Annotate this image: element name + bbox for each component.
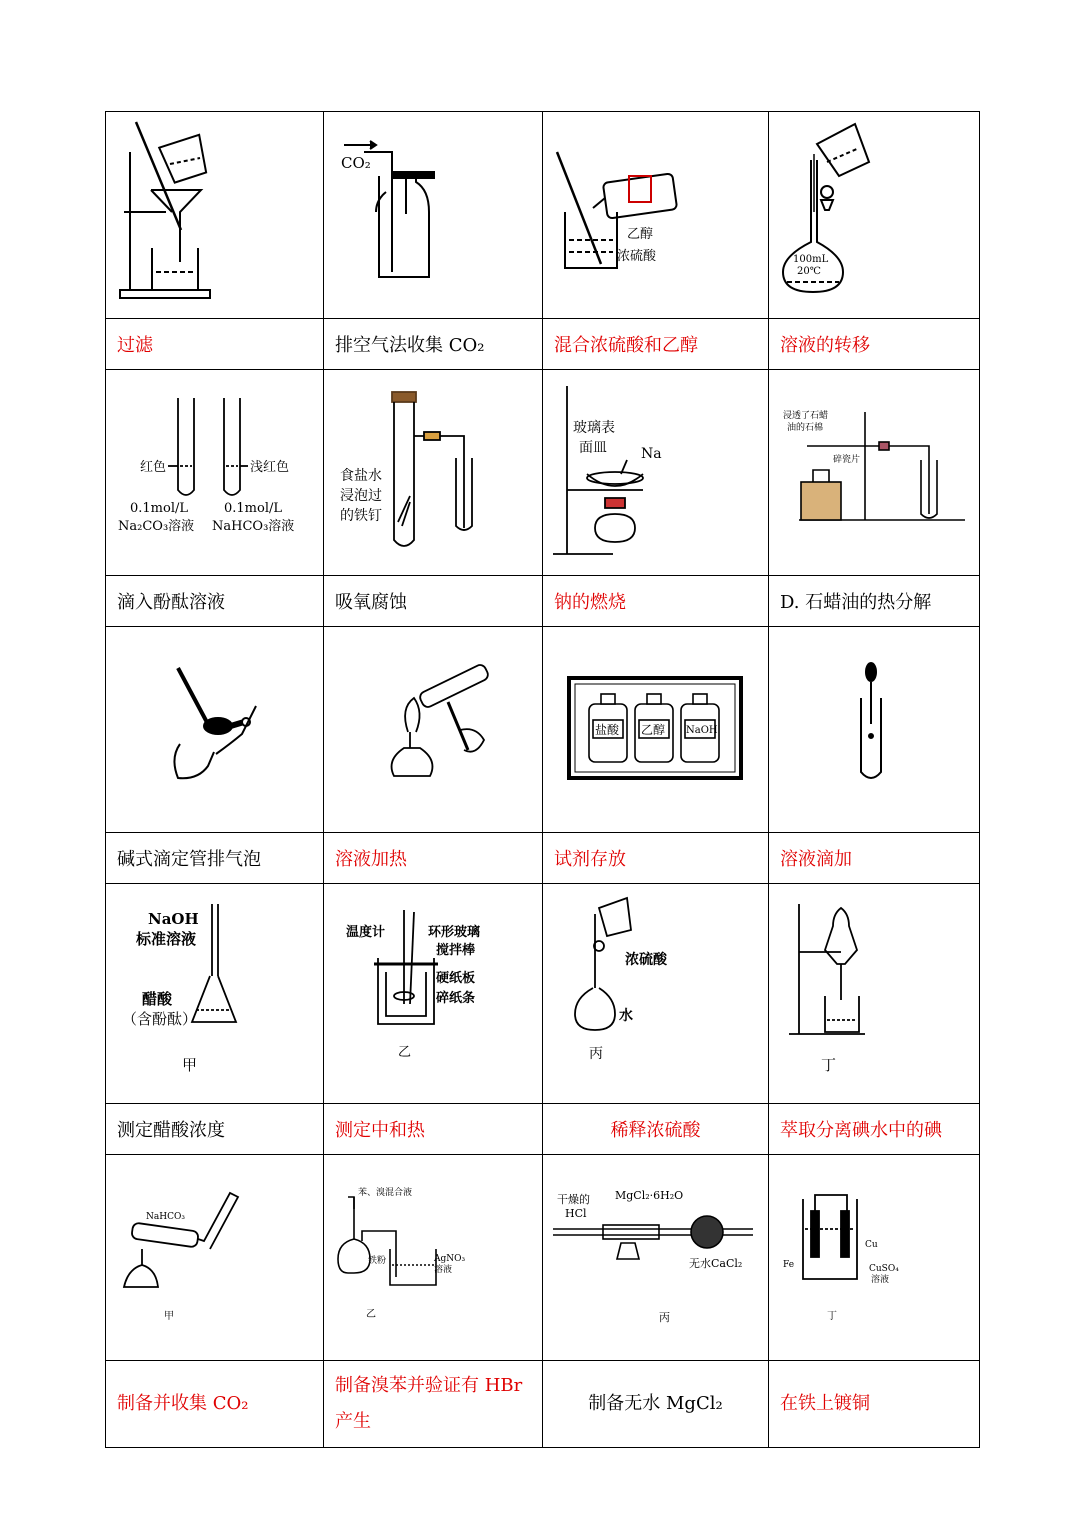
caption-extraction: 萃取分离碘水中的碘 — [769, 1104, 980, 1155]
yi-label-2: 乙 — [366, 1308, 376, 1320]
ding-label: 丁 — [821, 1056, 837, 1074]
caption-bromobenzene: 制备溴苯并验证有 HBr 产生 — [324, 1361, 543, 1448]
mgcl2-hydrate-label: MgCl₂·6H₂O — [615, 1188, 684, 1202]
bing-label-2: 丙 — [659, 1310, 670, 1324]
bing-label: 丙 — [589, 1046, 603, 1062]
oxygen-corrosion-diagram — [324, 370, 543, 576]
salt-water-label-2: 浸泡过 — [340, 488, 382, 504]
paraffin-cracking-diagram — [769, 370, 980, 576]
caption-filtration: 过滤 — [106, 319, 324, 370]
yi-label: 乙 — [398, 1045, 412, 1060]
conc-acid-label: 浓硫酸 — [617, 249, 657, 264]
filtration-diagram — [106, 112, 324, 319]
caption-oxygen-corrosion: 吸氧腐蚀 — [324, 576, 543, 627]
dropping-diagram — [769, 627, 980, 833]
solution-heating-diagram — [324, 627, 543, 833]
iron-powder-label: 铁粉 — [368, 1255, 387, 1266]
jia-label: 甲 — [182, 1056, 198, 1074]
co2-prep-diagram — [106, 1155, 324, 1361]
na2co3-label: Na₂CO₃溶液 — [118, 519, 195, 534]
conc2-label: 0.1mol/L — [224, 501, 282, 516]
flask-volume-label: 100mL — [793, 254, 829, 265]
titration-diagram — [106, 884, 324, 1104]
cuso4-label-1: CuSO₄ — [869, 1263, 899, 1274]
ring-stirrer-label-2: 搅拌棒 — [436, 943, 476, 958]
caption-storage: 试剂存放 — [543, 833, 769, 884]
jia-label-2: 甲 — [164, 1310, 174, 1322]
fe-label: Fe — [783, 1259, 795, 1270]
acetic-label-2: （含酚酞） — [122, 1010, 198, 1028]
naoh-std-label-1: NaOH — [148, 910, 199, 928]
caption-neutralization: 测定中和热 — [324, 1104, 543, 1155]
agno3-label-2: 溶液 — [434, 1264, 453, 1275]
mixing-acid-diagram — [543, 112, 769, 319]
ding-label-2: 丁 — [827, 1310, 837, 1322]
dry-hcl-label-2: HCl — [565, 1206, 587, 1220]
acetic-label-1: 醋酸 — [142, 990, 173, 1008]
caption-mgcl2: 制备无水 MgCl₂ — [543, 1361, 769, 1448]
caption-acetic: 测定醋酸浓度 — [106, 1104, 324, 1155]
red-label: 红色 — [140, 460, 167, 475]
salt-water-label-3: 的铁钉 — [340, 508, 382, 524]
caption-burette: 碱式滴定管排气泡 — [106, 833, 324, 884]
neutralization-heat-diagram — [324, 884, 543, 1104]
caption-transfer: 溶液的转移 — [769, 319, 980, 370]
dry-hcl-label-1: 干燥的 — [557, 1192, 590, 1206]
ring-stirrer-label-1: 环形玻璃 — [428, 925, 481, 940]
sodium-burning-diagram — [543, 370, 769, 576]
mgcl2-prep-diagram — [543, 1155, 769, 1361]
naoh-bottle-label: NaOH — [686, 724, 718, 736]
caption-mix-acid: 混合浓硫酸和乙醇 — [543, 319, 769, 370]
conc1-label: 0.1mol/L — [130, 501, 188, 516]
na-label: Na — [641, 446, 662, 462]
hcl-label: 盐酸 — [595, 722, 620, 737]
salt-water-label-1: 食盐水 — [340, 468, 382, 484]
flask-temp-label: 20℃ — [797, 266, 821, 277]
porcelain-label: 碎瓷片 — [833, 455, 861, 465]
reagent-storage-diagram — [543, 627, 769, 833]
naoh-std-label-2: 标准溶液 — [136, 930, 197, 948]
cuso4-label-2: 溶液 — [871, 1274, 890, 1285]
burette-bubble-diagram — [106, 627, 324, 833]
water-label: 水 — [619, 1008, 633, 1024]
nahco3-label: NaHCO₃ — [146, 1211, 185, 1222]
caption-plating: 在铁上镀铜 — [769, 1361, 980, 1448]
caption-co2-collection: 排空气法收集 CO₂ — [324, 319, 543, 370]
extraction-diagram — [769, 884, 980, 1104]
ethanol-bottle-label: 乙醇 — [641, 722, 666, 737]
paraffin-label-1: 浸透了石蜡 — [783, 411, 829, 421]
bromobenzene-diagram — [324, 1155, 543, 1361]
cardboard-label: 硬纸板 — [436, 971, 476, 986]
phenolphthalein-diagram — [106, 370, 324, 576]
co2-collection-diagram — [324, 112, 543, 319]
paraffin-label-2: 油的石棉 — [787, 423, 824, 433]
cacl2-label: 无水CaCl₂ — [689, 1256, 743, 1270]
conc-acid-dilute-label: 浓硫酸 — [625, 952, 667, 968]
nahco3-label: NaHCO₃溶液 — [212, 519, 295, 534]
copper-plating-diagram — [769, 1155, 980, 1361]
co2-label: CO₂ — [341, 154, 371, 172]
ethanol-label: 乙醇 — [627, 227, 654, 242]
solution-transfer-diagram — [769, 112, 980, 319]
benzene-label: 苯、溴混合液 — [358, 1187, 413, 1198]
caption-phenolphthalein: 滴入酚酞溶液 — [106, 576, 324, 627]
dilution-diagram — [543, 884, 769, 1104]
cu-label: Cu — [865, 1239, 878, 1250]
caption-dropping: 溶液滴加 — [769, 833, 980, 884]
thermometer-label: 温度计 — [346, 925, 386, 940]
paper-strip-label: 碎纸条 — [436, 991, 476, 1006]
caption-dilution: 稀释浓硫酸 — [543, 1104, 769, 1155]
caption-sodium-burning: 钠的燃烧 — [543, 576, 769, 627]
watch-glass-label-2: 面皿 — [579, 440, 607, 456]
experiment-table — [105, 111, 980, 1448]
caption-co2-prep: 制备并收集 CO₂ — [106, 1361, 324, 1448]
caption-paraffin: D. 石蜡油的热分解 — [769, 576, 980, 627]
agno3-label-1: AgNO₃ — [434, 1253, 466, 1264]
watch-glass-label-1: 玻璃表 — [573, 420, 615, 436]
caption-heating: 溶液加热 — [324, 833, 543, 884]
light-red-label: 浅红色 — [250, 460, 290, 475]
